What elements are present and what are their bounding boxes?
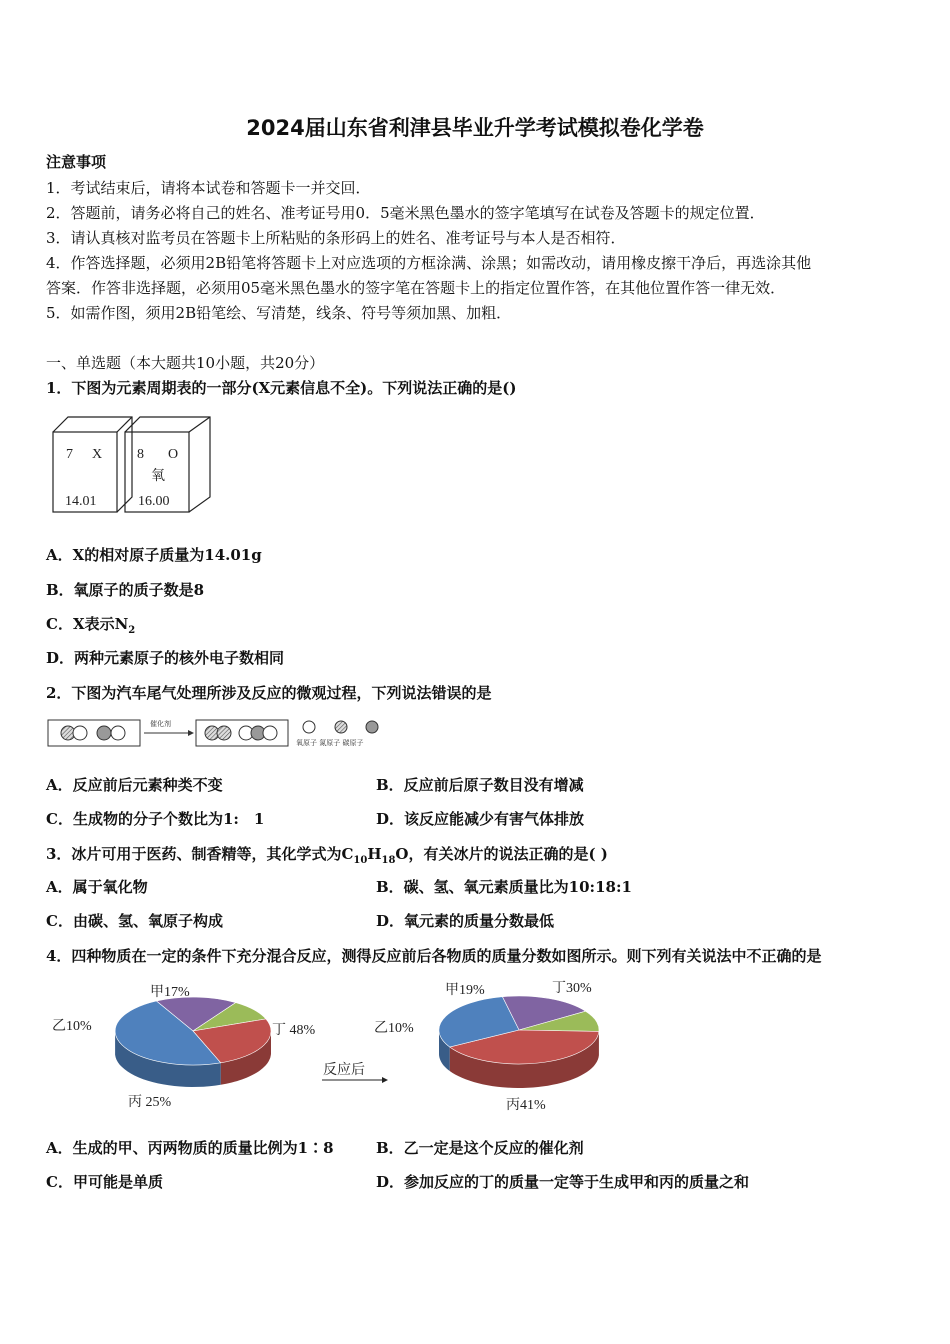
q1-option-a: A．X的相对原子质量为14.01g	[46, 546, 262, 564]
pie2-label-乙: 乙10%	[374, 1021, 414, 1036]
q4-option-a: A．生成的甲、丙两物质的质量比例为1∶8	[46, 1139, 334, 1157]
notice-item: 答案．作答非选择题，必须用05毫米黑色墨水的签字笔在答题卡上的指定位置作答，在其他位置作答一律无效．	[46, 279, 786, 297]
pie1-label-甲: 甲17%	[150, 985, 190, 1000]
reaction-diagram	[46, 712, 386, 752]
q3-option-c: C．由碳、氢、氧原子构成	[46, 912, 223, 930]
q3-option-a: A．属于氧化物	[46, 878, 148, 896]
q2-stem: 2．下图为汽车尾气处理所涉及反应的微观过程，下列说法错误的是	[46, 684, 492, 702]
notice-item: 5．如需作图，须用2B铅笔绘、写清楚，线条、符号等须加黑、加粗．	[46, 304, 512, 322]
page-title: 2024届山东省利津县毕业升学考试模拟卷化学卷	[246, 116, 704, 140]
element-x-symbol: X	[92, 447, 103, 462]
pie2-label-丁: 丁30%	[552, 981, 592, 996]
q4-option-d: D．参加反应的丁的质量一定等于生成甲和丙的质量之和	[376, 1173, 750, 1191]
notice-item: 4．作答选择题，必须用2B铅笔将答题卡上对应选项的方框涂满、涂黑；如需改动，请用橡皮擦干净后，再选涂其他	[46, 254, 812, 272]
element-o-number: 8	[137, 447, 144, 462]
pie1-label-丁: 丁 48%	[272, 1023, 316, 1038]
q3-option-d: D．氧元素的质量分数最低	[376, 912, 555, 930]
q1-option-c: C．X表示$N_2$	[46, 615, 136, 636]
q4-stem: 4．四种物质在一定的条件下充分混合反应，测得反应前后各物质的质量分数如图所示。则下列有关说法中不正确的是	[46, 947, 822, 965]
q1-stem: 1．下图为元素周期表的一部分(X元素信息不全)。下列说法正确的是()	[46, 379, 517, 397]
element-o-name: 氧	[151, 469, 165, 484]
arrow-label: 反应后	[323, 1063, 365, 1078]
q4-option-b: B．乙一定是这个反应的催化剂	[376, 1139, 584, 1157]
periodic-table-figure	[50, 414, 215, 517]
oxygen-atom-legend	[303, 721, 315, 733]
q4-option-c: C．甲可能是单质	[46, 1173, 163, 1191]
catalyst-label: 催化剂	[150, 720, 171, 728]
pie-charts	[46, 978, 626, 1118]
carbon-atom-legend	[366, 721, 378, 733]
q2-option-a: A．反应前后元素种类不变	[46, 776, 223, 794]
atom-legend: 氧原子 氮原子 碳原子	[296, 739, 364, 747]
q1-option-b: B．氧原子的质子数是8	[46, 581, 205, 599]
pie2-label-丙: 丙41%	[506, 1098, 546, 1113]
element-x-mass: 14.01	[65, 494, 97, 509]
q1-option-d: D．两种元素原子的核外电子数相同	[46, 649, 285, 667]
element-o-symbol: O	[168, 447, 179, 462]
q3-stem: 3．冰片可用于医药、制香精等，其化学式为$C_{10}H_{18}O$，有关冰片的说法正确的是( )	[46, 845, 608, 866]
pie2-label-甲: 甲19%	[445, 983, 485, 998]
pie1-label-丙: 丙 25%	[128, 1095, 172, 1110]
section-heading: 一、单选题（本大题共10小题，共20分）	[46, 354, 325, 372]
notice-heading: 注意事项	[46, 153, 107, 171]
element-o-mass: 16.00	[138, 494, 170, 509]
q2-option-b: B．反应前后原子数目没有增减	[376, 776, 584, 794]
pie1-label-乙: 乙10%	[52, 1019, 92, 1034]
notice-item: 1．考试结束后，请将本试卷和答题卡一并交回．	[46, 179, 371, 197]
q2-option-d: D．该反应能减少有害气体排放	[376, 810, 585, 828]
q2-option-c: C．生成物的分子个数比为1: 1	[46, 810, 265, 828]
element-x-number: 7	[66, 447, 73, 462]
notice-item: 3．请认真核对监考员在答题卡上所粘贴的条形码上的姓名、准考证号与本人是否相符．	[46, 229, 626, 247]
nitrogen-atom-legend	[335, 721, 347, 733]
q3-option-b: B．碳、氢、氧元素质量比为10:18:1	[376, 878, 632, 896]
notice-item: 2．答题前，请务必将自己的姓名、准考证号用0．5毫米黑色墨水的签字笔填写在试卷及答题卡的规定位置．	[46, 204, 765, 222]
